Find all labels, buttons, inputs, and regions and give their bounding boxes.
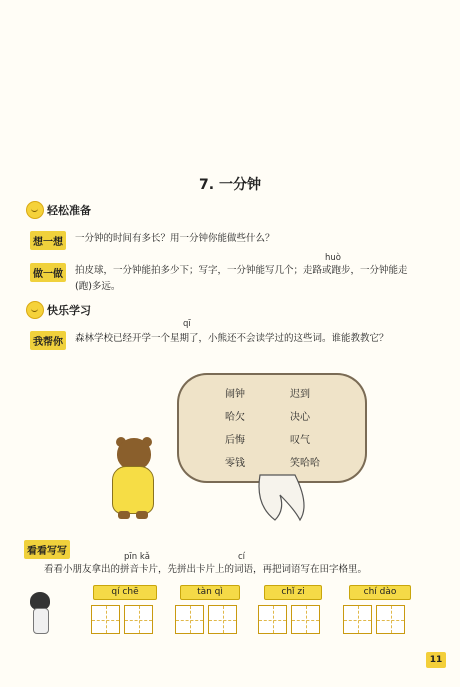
word-right-1: 迟到: [290, 389, 310, 400]
section-prep-heading: [26, 201, 91, 219]
writing-grid[interactable]: [258, 605, 287, 634]
sun-icon: [26, 301, 44, 319]
section-learn-heading: [26, 301, 91, 319]
writing-grid[interactable]: [124, 605, 153, 634]
ruby-huo: huò: [325, 253, 341, 263]
word-left-3: 后悔: [225, 435, 245, 446]
do-text-line1: 拍皮球，一分钟能拍多少下；写字，一分钟能写几个；走路或跑步，一分钟能走: [75, 265, 408, 276]
sun-icon: [26, 201, 44, 219]
think-text: 一分钟的时间有多长？用一分钟你能做些什么？: [75, 233, 275, 244]
page-number: 11: [426, 652, 446, 668]
pinyin-card-1: qí chē: [93, 585, 157, 600]
writing-grid[interactable]: [291, 605, 320, 634]
write-instruction: 看看小朋友拿出的拼音卡片，先拼出卡片上的词语，再把词语写在田字格里。: [44, 564, 368, 575]
tag-write: 看看写写: [24, 540, 70, 559]
ruby-pinka: pīn kǎ: [124, 552, 150, 562]
word-right-4: 笑哈哈: [290, 458, 320, 469]
pinyin-card-3: chǐ zi: [264, 585, 322, 600]
section-prep-label: 轻松准备: [47, 204, 91, 217]
ruby-qi: qī: [183, 319, 191, 329]
lesson-title: 7. 一分钟: [199, 177, 261, 193]
help-text: 森林学校已经开学一个星期了，小熊还不会读学过的这些词。谁能教教它？: [75, 333, 389, 344]
bear-body-icon: [112, 466, 154, 514]
tag-do: 做一做: [30, 263, 66, 282]
writing-grid[interactable]: [208, 605, 237, 634]
speech-tail-icon: [240, 470, 330, 530]
word-right-2: 决心: [290, 412, 310, 423]
word-cloud: [177, 373, 367, 483]
word-left-4: 零钱: [225, 458, 245, 469]
do-text-line2: (跑)多远。: [75, 281, 121, 292]
writing-grid[interactable]: [175, 605, 204, 634]
pinyin-card-2: tàn qì: [180, 585, 240, 600]
section-learn-label: 快乐学习: [47, 304, 91, 317]
bear-foot-icon: [118, 511, 130, 519]
girl-body-icon: [33, 608, 49, 634]
tag-think: 想一想: [30, 231, 66, 250]
tag-help: 我帮你: [30, 331, 66, 350]
word-left-1: 闹钟: [225, 389, 245, 400]
pinyin-card-4: chí dào: [349, 585, 411, 600]
word-right-3: 叹气: [290, 435, 310, 446]
word-left-2: 哈欠: [225, 412, 245, 423]
writing-grid[interactable]: [376, 605, 405, 634]
writing-grid[interactable]: [343, 605, 372, 634]
bear-foot-icon: [136, 511, 148, 519]
writing-grid[interactable]: [91, 605, 120, 634]
ruby-ci: cí: [238, 552, 246, 562]
